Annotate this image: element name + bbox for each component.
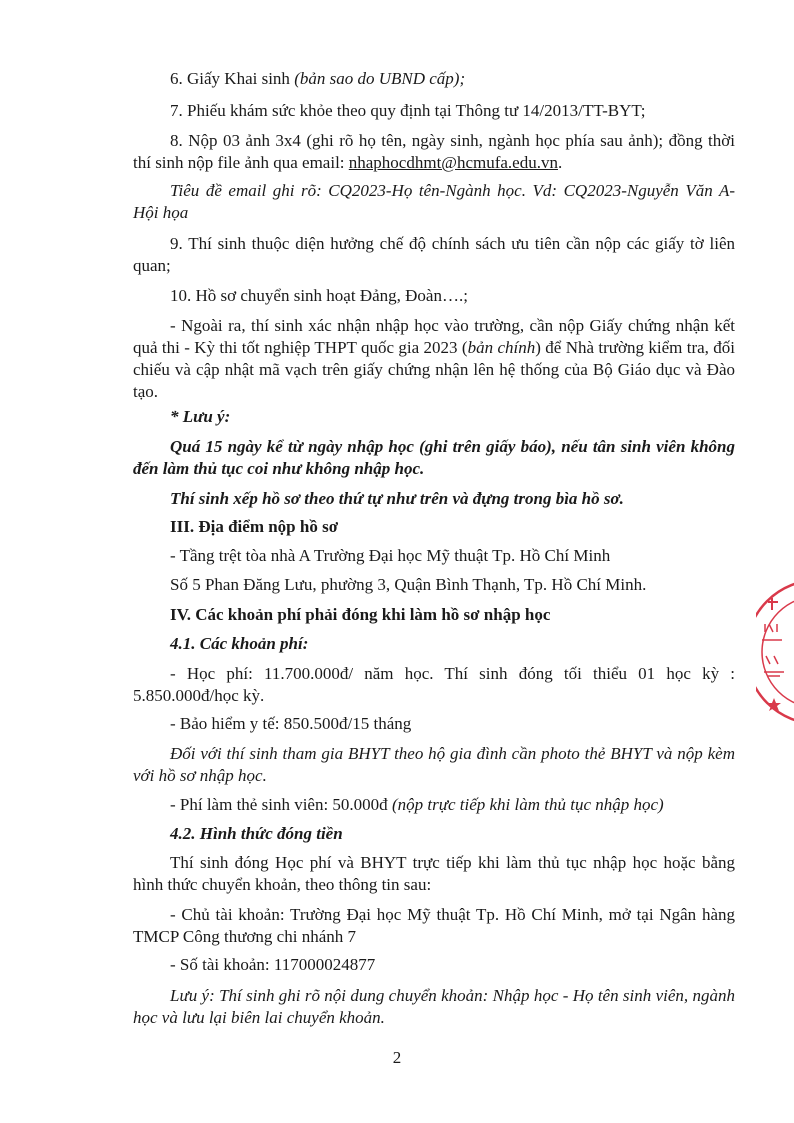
note-1: Quá 15 ngày kể từ ngày nhập học (ghi trên giấy báo), nếu tân sinh viên không đến làm thủ tục coi như không nhập học. [133,437,735,478]
item-8-end: . [557,153,563,172]
extra-text-b: bản chính [467,338,536,357]
fee-student-card-text: - Phí làm thẻ sinh viên: 50.000đ [170,795,392,814]
item-6-note: (bản sao do UBND cấp); [294,69,466,88]
item-9: 9. Thí sinh thuộc diện hưởng chế độ chính sách ưu tiên cần nộp các giấy tờ liên quan; [133,234,735,275]
extra-requirement [133,315,735,403]
section-4-heading: IV. Các khoản phí phải đóng khi làm hồ sơ nhập học [170,605,551,624]
transfer-note: Lưu ý: Thí sinh ghi rõ nội dung chuyển khoản: Nhập học - Họ tên sinh viên, ngành học và lưu lại biên lai chuyển khoản. [133,986,735,1027]
note-heading: * Lưu ý: [170,407,231,426]
section-3-heading: III. Địa điểm nộp hồ sơ [170,517,339,536]
fee-insurance-note: Đối với thí sinh tham gia BHYT theo hộ gia đình cần photo thẻ BHYT và nộp kèm với hồ sơ nhập học. [133,744,735,785]
item-6 [133,68,735,90]
payment-intro: Thí sinh đóng Học phí và BHYT trực tiếp khi làm thủ tục nhập học hoặc bằng hình thức chuyển khoản, theo thông tin sau: [133,853,735,894]
item-7: 7. Phiếu khám sức khỏe theo quy định tại Thông tư 14/2013/TT-BYT; [170,101,646,120]
section-3-line-1: - Tầng trệt tòa nhà A Trường Đại học Mỹ thuật Tp. Hồ Chí Minh [170,546,611,565]
fee-student-card-note: (nộp trực tiếp khi làm thủ tục nhập học) [391,795,664,814]
account-number: - Số tài khoản: 117000024877 [170,955,376,974]
section-4-2-heading: 4.2. Hình thức đóng tiền [170,824,343,843]
fee-student-card [133,794,735,816]
extra-text-a: - Ngoài ra, thí sinh xác nhận nhập học vào trường, cần nộp Giấy chứng nhận kết quả thi - Kỳ thi tốt nghiệp THPT quốc gia 2023 ( [133,316,735,357]
fee-insurance: - Bảo hiểm y tế: 850.500đ/15 tháng [170,714,412,733]
email-subject-note: Tiêu đề email ghi rõ: CQ2023-Họ tên-Ngành học. Vd: CQ2023-Nguyễn Văn A- Hội họa [133,181,735,222]
page-number: 2 [392,1048,402,1067]
account-holder: - Chủ tài khoản: Trường Đại học Mỹ thuật Tp. Hồ Chí Minh, mở tại Ngân hàng TMCP Công thương chi nhánh 7 [133,905,735,946]
seal-stamp-icon [756,572,794,732]
item-10: 10. Hồ sơ chuyển sinh hoạt Đảng, Đoàn….; [170,286,468,305]
note-2: Thí sinh xếp hồ sơ theo thứ tự như trên và đựng trong bìa hồ sơ. [170,489,624,508]
item-6-text: 6. Giấy Khai sinh [170,69,295,88]
extra-text-c: ) để Nhà trường kiểm tra, đối chiếu và cập nhật mã vạch trên giấy chứng nhận lên hệ thống của Bộ Giáo dục và Đào tạo. [133,338,735,401]
item-8-text: 8. Nộp 03 ảnh 3x4 (ghi rõ họ tên, ngày sinh, ngành học phía sau ảnh); đồng thời thí sinh nộp file ảnh qua email: [133,131,735,172]
section-4-1-heading: 4.1. Các khoản phí: [170,634,309,653]
fee-tuition: - Học phí: 11.700.000đ/ năm học. Thí sinh đóng tối thiểu 01 học kỳ : 5.850.000đ/học kỳ. [133,664,735,705]
email-link[interactable]: nhaphocdhmt@hcmufa.edu.vn [348,153,558,172]
item-8 [133,130,735,174]
section-3-line-2: Số 5 Phan Đăng Lưu, phường 3, Quận Bình Thạnh, Tp. Hồ Chí Minh. [170,575,647,594]
